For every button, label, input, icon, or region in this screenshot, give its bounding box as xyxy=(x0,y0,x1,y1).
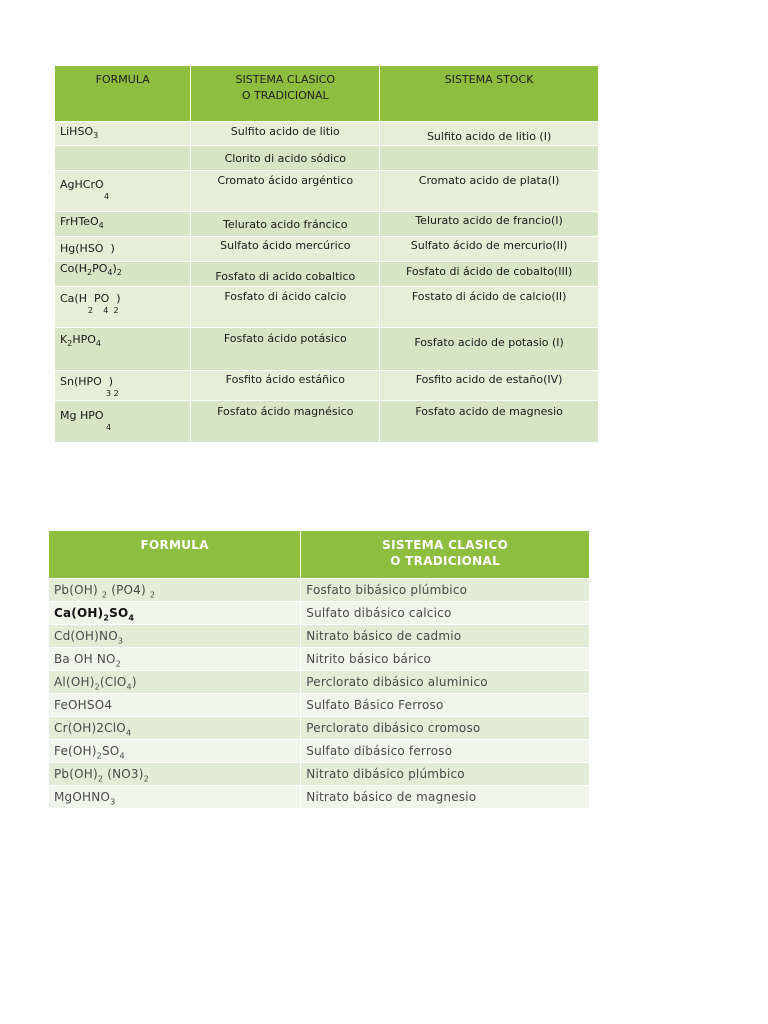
table-row xyxy=(49,602,590,625)
stock-name-cell: Sulfito acido de litio (I) xyxy=(380,122,599,146)
table-header-row xyxy=(49,531,590,579)
classic-name-cell: Fosfato bibásico plúmbico xyxy=(301,579,590,602)
formula-cell: Cr(OH)2ClO$_4$ xyxy=(49,717,301,740)
formula-cell: FeOHSO4 xyxy=(49,694,301,717)
classic-name-cell: Nitrato básico de cadmio xyxy=(301,625,590,648)
classic-name-cell: Nitrito básico bárico xyxy=(301,648,590,671)
classic-name-cell: Telurato acido fráncico xyxy=(191,212,380,237)
formula-cell: $Pb(OH)_2$ $(NO3)_2$ xyxy=(49,763,301,786)
classic-name-cell: Fosfato ácido magnésico xyxy=(191,401,380,442)
classic-name-cell: Sulfato Básico Ferroso xyxy=(301,694,590,717)
classic-name-cell: Fosfato di ácido calcio xyxy=(191,287,380,328)
table-row xyxy=(49,671,590,694)
classic-name-cell: Clorito di acido sódico xyxy=(191,146,380,171)
table-row xyxy=(55,212,599,237)
formula-cell: Sn(HPO ) 3 2 xyxy=(55,371,191,401)
table-row xyxy=(55,401,599,442)
table-row xyxy=(49,740,590,763)
classic-name-cell: Sulfito acido de litio xyxy=(191,122,380,146)
table-row xyxy=(55,146,599,171)
formula-cell: Ba OH $NO_2$ xyxy=(49,648,301,671)
table-row xyxy=(49,579,590,602)
classic-name-cell: Fosfato di acido cobaltico xyxy=(191,262,380,287)
formula-cell: Pb(OH) $_2$ (PO4) $_2$ xyxy=(49,579,301,602)
classic-name-cell: Nitrato básico de magnesio xyxy=(301,786,590,809)
header-sistema-stock: SISTEMA STOCK xyxy=(380,66,599,122)
formula-cell: Ca(H PO ) 2 4 2 xyxy=(55,287,191,328)
header-formula: FORMULA xyxy=(49,531,301,579)
table-row xyxy=(55,171,599,212)
salts-table-stock xyxy=(55,66,599,442)
stock-name-cell: Sulfato ácido de mercurio(II) xyxy=(380,237,599,262)
header-sistema-clasico: SISTEMA CLASICO O TRADICIONAL xyxy=(191,66,380,122)
formula-cell: $Fe(OH)_2SO_4$ xyxy=(49,740,301,763)
table-row xyxy=(55,371,599,401)
stock-name-cell: Fostato di ácido de calcio(II) xyxy=(380,287,599,328)
classic-name-cell: Perclorato dibásico aluminico xyxy=(301,671,590,694)
stock-name-cell: Fosfito acido de estaño(IV) xyxy=(380,371,599,401)
table-row xyxy=(49,694,590,717)
classic-name-cell: Nitrato dibásico plúmbico xyxy=(301,763,590,786)
formula-cell: Mg HPO 4 xyxy=(55,401,191,442)
stock-name-cell: Fosfato di ácido de cobalto(III) xyxy=(380,262,599,287)
formula-cell: AgHCrO 4 xyxy=(55,171,191,212)
header-sistema-clasico: SISTEMA CLASICO O TRADICIONAL xyxy=(301,531,590,579)
table-row xyxy=(49,786,590,809)
classic-name-cell: Sulfato dibásico ferroso xyxy=(301,740,590,763)
stock-name-cell: Cromato acido de plata(I) xyxy=(380,171,599,212)
classic-name-cell: Cromato ácido argéntico xyxy=(191,171,380,212)
classic-name-cell: Fosfato ácido potásico xyxy=(191,328,380,371)
formula-cell: $Ca(OH)_2SO_4$ xyxy=(49,602,301,625)
table-row xyxy=(55,328,599,371)
stock-name-cell: Fosfato acido de potasio (I) xyxy=(380,328,599,371)
formula-cell xyxy=(55,146,191,171)
table-row xyxy=(49,717,590,740)
header-formula: FORMULA xyxy=(55,66,191,122)
classic-name-cell: Fosfito ácido estáñico xyxy=(191,371,380,401)
formula-cell: $Cd(OH)NO_3$ xyxy=(49,625,301,648)
formula-cell: $K_2HPO_4$ xyxy=(55,328,191,371)
formula-cell: $Al(OH)_2(ClO_4)$ xyxy=(49,671,301,694)
formula-cell: Hg(HSO ) xyxy=(55,237,191,262)
table-row xyxy=(49,625,590,648)
table-row xyxy=(55,262,599,287)
basic-salts-table xyxy=(49,531,590,808)
formula-cell: MgOHNO$_3$ xyxy=(49,786,301,809)
classic-name-cell: Sulfato dibásico calcico xyxy=(301,602,590,625)
formula-cell: $Co(H_2PO_4)_2$ xyxy=(55,262,191,287)
formula-cell: FrHTeO$_4$ xyxy=(55,212,191,237)
table-header-row xyxy=(55,66,599,122)
table-row xyxy=(55,237,599,262)
table-row xyxy=(49,763,590,786)
formula-cell: LiHSO$_3$ xyxy=(55,122,191,146)
table-row xyxy=(55,287,599,328)
stock-name-cell: Telurato acido de francio(I) xyxy=(380,212,599,237)
stock-name-cell xyxy=(380,146,599,171)
classic-name-cell: Perclorato dibásico cromoso xyxy=(301,717,590,740)
table-row xyxy=(55,122,599,146)
classic-name-cell: Sulfato ácido mercúrico xyxy=(191,237,380,262)
stock-name-cell: Fosfato acido de magnesio xyxy=(380,401,599,442)
table-row xyxy=(49,648,590,671)
